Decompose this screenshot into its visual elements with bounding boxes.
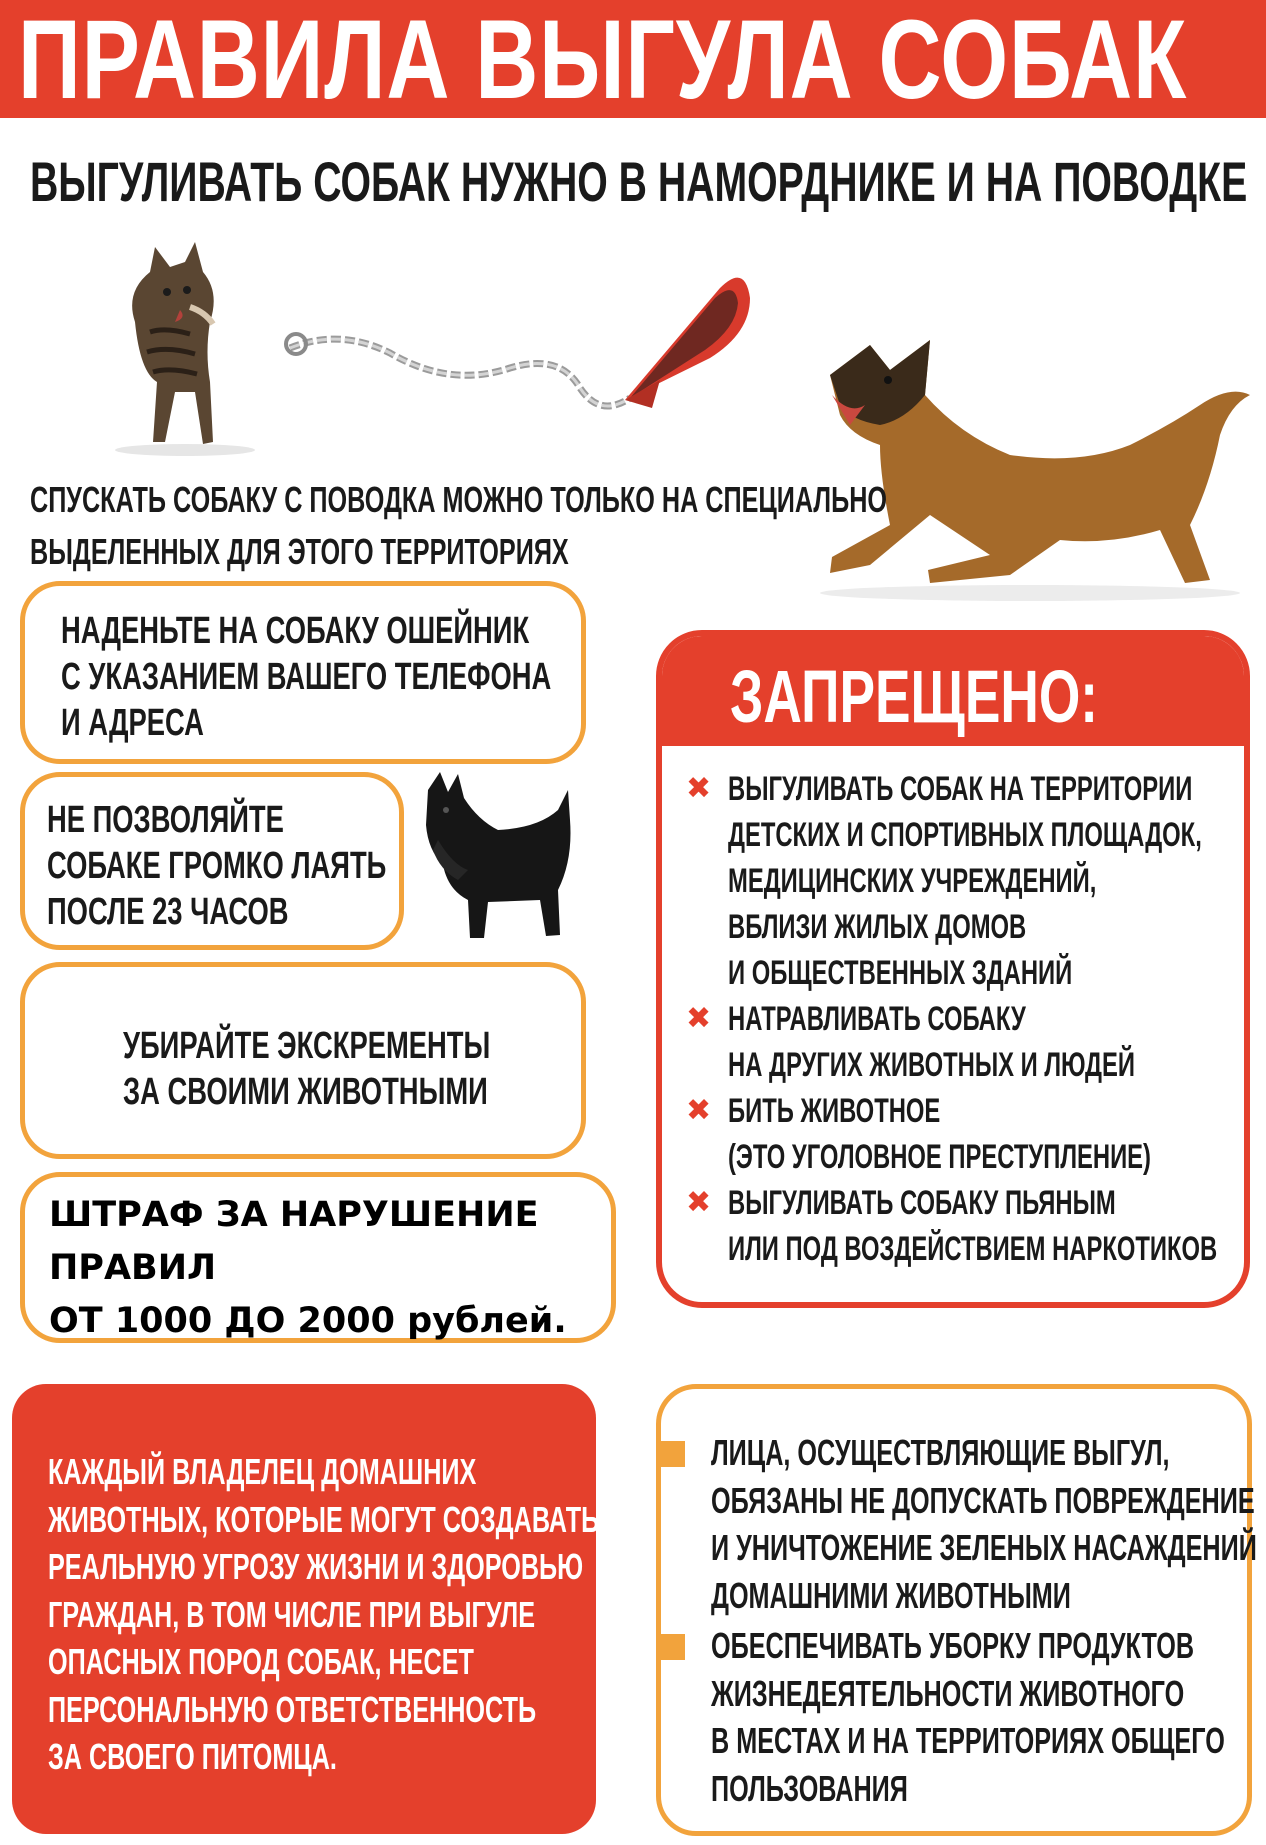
owner-line: КАЖДЫЙ ВЛАДЕЛЕЦ ДОМАШНИХ	[48, 1451, 477, 1492]
leash-illustration	[280, 258, 760, 448]
forbidden-line: НАТРАВЛИВАТЬ СОБАКУ	[728, 1000, 1026, 1038]
leash-rule-line: ВЫДЕЛЕННЫХ ДЛЯ ЭТОГО ТЕРРИТОРИЯХ	[30, 531, 569, 572]
title-banner	[0, 0, 1266, 118]
owner-line: ОПАСНЫХ ПОРОД СОБАК, НЕСЕТ	[48, 1641, 474, 1682]
collar-rule-line: С УКАЗАНИЕМ ВАШЕГО ТЕЛЕФОНА	[61, 656, 552, 698]
duties-box	[656, 1384, 1257, 1836]
page-title: ПРАВИЛА ВЫГУЛА СОБАК	[18, 0, 1188, 118]
bark-rule-text	[47, 797, 386, 935]
forbidden-line: БИТЬ ЖИВОТНОЕ	[728, 1092, 941, 1130]
fine-box	[20, 1172, 616, 1343]
leash-rule-text	[30, 474, 887, 578]
square-bullet-icon	[659, 1441, 685, 1467]
owner-line: ЖИВОТНЫХ, КОТОРЫЕ МОГУТ СОЗДАВАТЬ	[48, 1498, 600, 1540]
collar-rule-line: И АДРЕСА	[61, 702, 204, 744]
duty-line: ЖИЗНЕДЕЯТЕЛЬНОСТИ ЖИВОТНОГО	[711, 1672, 1185, 1714]
terrier-illustration	[418, 770, 578, 945]
duty-line: ДОМАШНИМИ ЖИВОТНЫМИ	[711, 1574, 1071, 1616]
subtitle: ВЫГУЛИВАТЬ СОБАК НУЖНО В НАМОРДНИКЕ И НА ПОВОДКЕ	[30, 150, 1248, 213]
forbidden-item-text	[728, 1088, 1151, 1180]
leash-rule-line: СПУСКАТЬ СОБАКУ С ПОВОДКА МОЖНО ТОЛЬКО НА СПЕЦИАЛЬНО	[30, 479, 888, 520]
forbidden-line: ВБЛИЗИ ЖИЛЫХ ДОМОВ	[728, 908, 1027, 946]
owner-line: ЗА СВОЕГО ПИТОМЦА.	[48, 1736, 337, 1777]
cross-icon: ✖	[686, 772, 712, 805]
forbidden-panel	[656, 630, 1250, 1308]
duty-line: ОБЕСПЕЧИВАТЬ УБОРКУ ПРОДУКТОВ	[711, 1625, 1195, 1666]
forbidden-item-text	[728, 996, 1135, 1088]
forbidden-item-text	[728, 1180, 1217, 1272]
bark-rule-line: СОБАКЕ ГРОМКО ЛАЯТЬ	[47, 845, 387, 887]
cross-icon: ✖	[686, 1002, 712, 1035]
collar-rule-line: НАДЕНЬТЕ НА СОБАКУ ОШЕЙНИК	[61, 610, 530, 652]
forbidden-line: МЕДИЦИНСКИХ УЧРЕЖДЕНИЙ,	[728, 862, 1097, 900]
owner-responsibility-text	[48, 1448, 599, 1781]
fine-line: ШТРАФ ЗА НАРУШЕНИЕ	[49, 1195, 539, 1235]
collar-rule-box	[20, 581, 586, 764]
duty-line: ОБЯЗАНЫ НЕ ДОПУСКАТЬ ПОВРЕЖДЕНИЕ	[711, 1479, 1255, 1521]
forbidden-title: ЗАПРЕЩЕНО:	[730, 655, 1099, 738]
cat-illustration	[95, 232, 265, 457]
duty-text	[711, 1622, 1225, 1812]
cleanup-rule-line: УБИРАЙТЕ ЭКСКРЕМЕНТЫ	[123, 1025, 491, 1067]
forbidden-line: ИЛИ ПОД ВОЗДЕЙСТВИЕМ НАРКОТИКОВ	[728, 1230, 1218, 1268]
owner-line: ПЕРСОНАЛЬНУЮ ОТВЕТСТВЕННОСТЬ	[48, 1688, 537, 1730]
forbidden-line: ВЫГУЛИВАТЬ СОБАК НА ТЕРРИТОРИИ	[728, 770, 1193, 808]
cleanup-rule-line: ЗА СВОИМИ ЖИВОТНЫМИ	[123, 1071, 488, 1113]
forbidden-line: ВЫГУЛИВАТЬ СОБАКУ ПЬЯНЫМ	[728, 1184, 1116, 1222]
forbidden-item-text	[728, 766, 1202, 996]
duty-line: В МЕСТАХ И НА ТЕРРИТОРИЯХ ОБЩЕГО	[711, 1720, 1225, 1761]
owner-line: ГРАЖДАН, В ТОМ ЧИСЛЕ ПРИ ВЫГУЛЕ	[48, 1593, 536, 1635]
duty-line: И УНИЧТОЖЕНИЕ ЗЕЛЕНЫХ НАСАЖДЕНИЙ	[711, 1527, 1257, 1568]
bark-rule-line: НЕ ПОЗВОЛЯЙТЕ	[47, 799, 284, 841]
duty-line: ПОЛЬЗОВАНИЯ	[711, 1767, 908, 1809]
collar-rule-text	[61, 608, 551, 746]
cross-icon: ✖	[686, 1094, 712, 1127]
forbidden-header	[662, 636, 1244, 746]
forbidden-line: ДЕТСКИХ И СПОРТИВНЫХ ПЛОЩАДОК,	[728, 816, 1202, 854]
owner-responsibility-box	[12, 1384, 600, 1834]
owner-line: РЕАЛЬНУЮ УГРОЗУ ЖИЗНИ И ЗДОРОВЬЮ	[48, 1546, 584, 1587]
fine-text	[49, 1189, 567, 1348]
bark-rule-box	[20, 772, 404, 950]
bark-rule-line: ПОСЛЕ 23 ЧАСОВ	[47, 891, 289, 933]
fine-line: ПРАВИЛ	[49, 1248, 217, 1288]
fine-line: ОТ 1000 ДО 2000 рублей.	[49, 1301, 567, 1341]
duty-text	[711, 1429, 1257, 1619]
duty-line: ЛИЦА, ОСУЩЕСТВЛЯЮЩИЕ ВЫГУЛ,	[711, 1432, 1170, 1473]
forbidden-line: (ЭТО УГОЛОВНОЕ ПРЕСТУПЛЕНИЕ)	[728, 1138, 1151, 1176]
cleanup-rule-box	[20, 962, 586, 1159]
cross-icon: ✖	[686, 1186, 712, 1219]
forbidden-line: И ОБЩЕСТВЕННЫХ ЗДАНИЙ	[728, 954, 1073, 992]
forbidden-line: НА ДРУГИХ ЖИВОТНЫХ И ЛЮДЕЙ	[728, 1046, 1135, 1084]
cleanup-rule-text	[123, 1023, 490, 1115]
square-bullet-icon	[659, 1634, 685, 1660]
